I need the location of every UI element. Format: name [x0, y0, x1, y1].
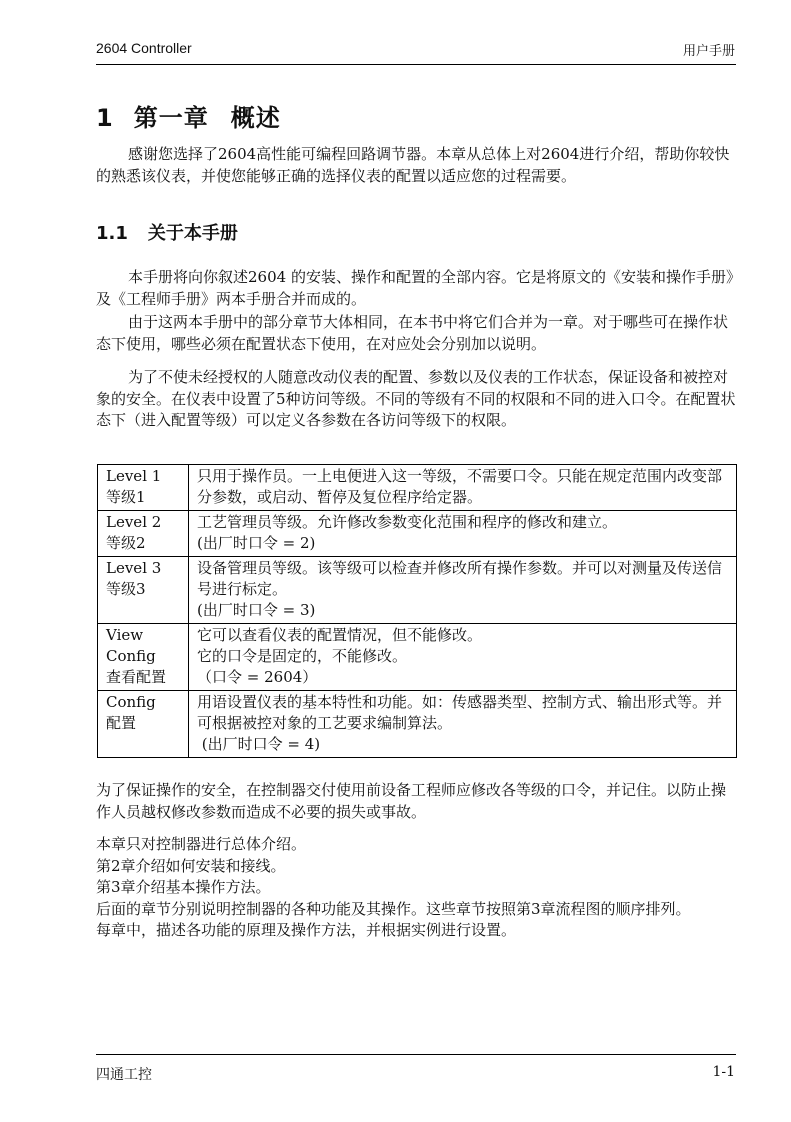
access-levels-table	[97, 464, 737, 758]
level-description-line: 工艺管理员等级。允许修改参数变化范围和程序的修改和建立。	[197, 513, 618, 531]
level-name-cell	[98, 557, 189, 624]
guide-line: 本章只对控制器进行总体介绍。	[96, 835, 307, 853]
level-name-line: View	[106, 626, 144, 644]
level-description-line: (出厂时口令 = 4)	[197, 735, 321, 753]
level-description-line: （口令 = 2604）	[197, 668, 318, 686]
level-name-cell	[98, 511, 189, 557]
level-description-cell	[189, 465, 737, 511]
paragraph-1: 本手册将向你叙述2604 的安装、操作和配置的全部内容。它是将原文的《安装和操作手册》及《工程师手册》两本手册合并而成的。	[96, 268, 734, 308]
level-name-line: 等级1	[106, 488, 146, 506]
chapter-guide-list	[96, 834, 736, 942]
intro-paragraph: 感谢您选择了2604高性能可编程回路调节器。本章从总体上对2604进行介绍，帮助你较快的熟悉该仪表，并使您能够正确的选择仪表的配置以适应您的过程需要。	[96, 145, 730, 185]
guide-line: 第2章介绍如何安装和接线。	[96, 856, 286, 875]
level-description-line: 只用于操作员。一上电便进入这一等级，不需要口令。只能在规定范围内改变部分参数，或启动、暂停及复位程序给定器。	[197, 467, 723, 506]
level-name-line: Config	[106, 693, 156, 711]
access-level-row	[98, 624, 737, 691]
level-name-line: 等级3	[106, 580, 146, 598]
access-level-row	[98, 465, 737, 511]
guide-line: 第3章介绍基本操作方法。	[96, 878, 271, 896]
section-number: 1.1	[96, 223, 128, 244]
paragraph-2: 由于这两本手册中的部分章节大体相同，在本书中将它们合并为一章。对于哪些可在操作状态下使用，哪些必须在配置状态下使用，在对应处会分别加以说明。	[96, 313, 729, 353]
level-name-line: Level 1	[106, 467, 162, 485]
level-description-cell	[189, 557, 737, 624]
header-divider	[96, 64, 736, 65]
section-heading	[96, 219, 238, 245]
access-level-row	[98, 557, 737, 624]
level-description-cell	[189, 624, 737, 691]
level-name-line: 查看配置	[106, 668, 167, 686]
chapter-title-b: 概述	[230, 104, 281, 132]
level-description-line: (出厂时口令 = 2)	[197, 534, 316, 552]
level-name-line: Config	[106, 647, 156, 665]
header-manual-type: 用户手册	[682, 44, 735, 59]
chapter-title-a: 第一章	[133, 104, 209, 132]
level-name-cell	[98, 465, 189, 511]
paragraph-4: 为了保证操作的安全，在控制器交付使用前设备工程师应修改各等级的口令，并记住。以防止操作人员越权修改参数而造成不必要的损失或事故。	[96, 781, 727, 821]
paragraph-3: 为了不使未经授权的人随意改动仪表的配置、参数以及仪表的工作状态，保证设备和被控对象的安全。在仪表中设置了5种访问等级。不同的等级有不同的权限和不同的进入口令。在配置状态下（进入配置等级）可以定义各参数在各访问等级下的权限。	[96, 368, 736, 429]
guide-line: 每章中，描述各功能的原理及操作方法，并根据实例进行设置。	[96, 921, 517, 939]
level-name-line: 等级2	[106, 534, 146, 552]
section-title: 关于本手册	[147, 223, 238, 244]
footer-divider	[96, 1054, 736, 1055]
level-name-line: Level 2	[106, 513, 162, 531]
level-description-cell	[189, 511, 737, 557]
page-number: 1-1	[712, 1064, 735, 1080]
level-name-line: 配置	[106, 714, 137, 732]
level-description-line: (出厂时口令 = 3)	[197, 601, 316, 619]
access-level-row	[98, 511, 737, 557]
level-name-line: Level 3	[106, 559, 162, 577]
level-description-line: 用语设置仪表的基本特性和功能。如：传感器类型、控制方式、输出形式等。并可根据被控对象的工艺要求编制算法。	[197, 693, 723, 732]
guide-line: 后面的章节分别说明控制器的各种功能及其操作。这些章节按照第3章流程图的顺序排列。	[96, 899, 691, 918]
header-product-name: 2604 Controller	[96, 40, 192, 56]
access-level-row	[98, 691, 737, 758]
level-description-line: 设备管理员等级。该等级可以检查并修改所有操作参数。并可以对测量及传送信号进行标定。	[197, 559, 723, 598]
footer-company: 四通工控	[96, 1067, 152, 1083]
chapter-number: 1	[96, 104, 114, 132]
chapter-heading	[96, 98, 281, 133]
level-name-cell	[98, 691, 189, 758]
level-name-cell	[98, 624, 189, 691]
level-description-cell	[189, 691, 737, 758]
level-description-line: 它可以查看仪表的配置情况，但不能修改。	[197, 626, 483, 644]
level-description-line: 它的口令是固定的，不能修改。	[197, 647, 408, 665]
